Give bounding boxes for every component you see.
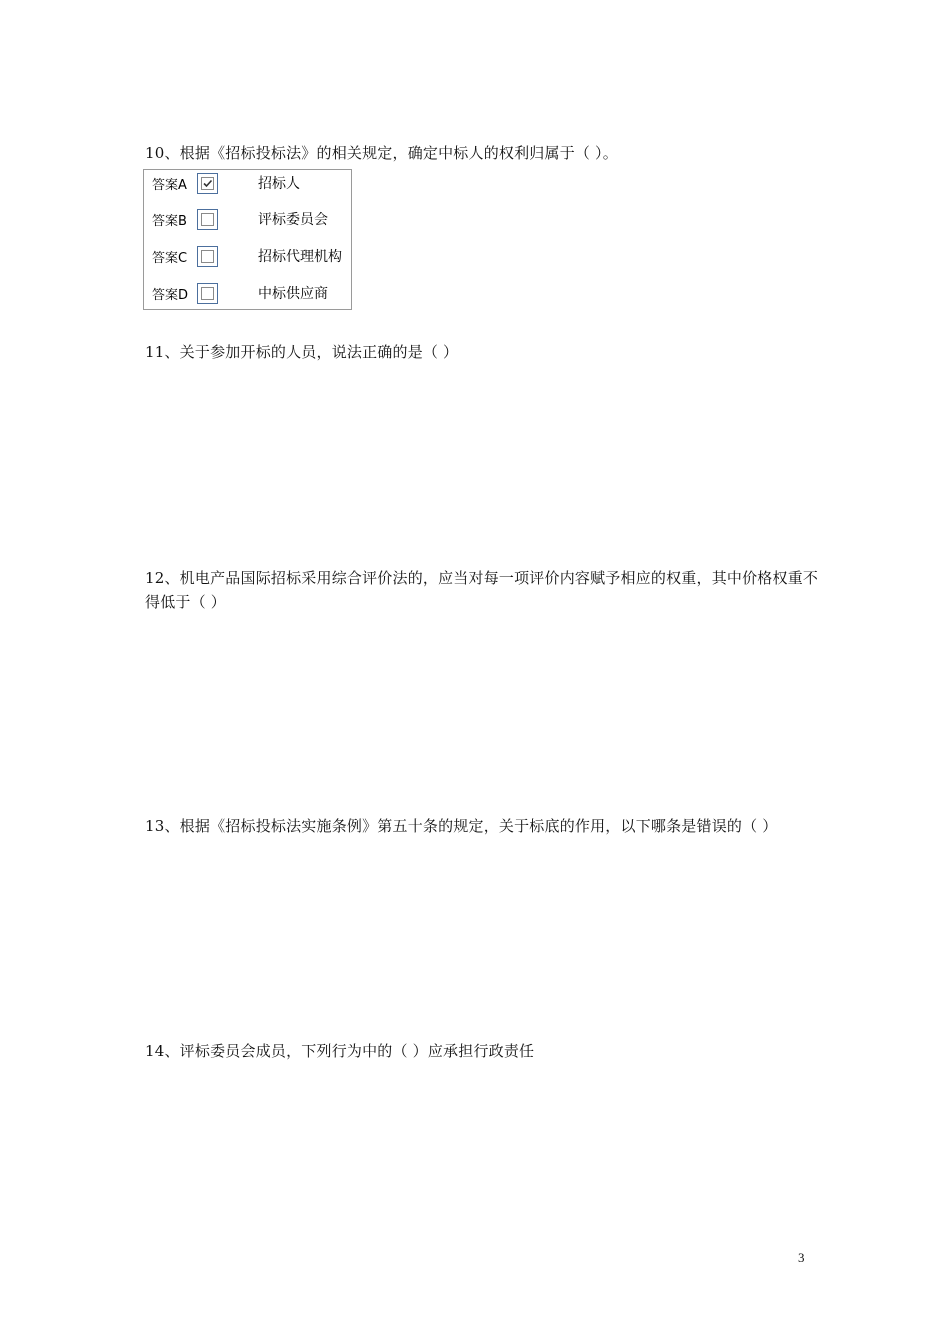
answer-label-a: 答案A bbox=[152, 178, 187, 193]
answer-a-checkbox[interactable] bbox=[197, 173, 218, 194]
answer-row-a bbox=[144, 172, 351, 196]
answer-label-b: 答案B bbox=[152, 214, 187, 229]
question-11: 11、关于参加开标的人员，说法正确的是（ ） bbox=[145, 343, 459, 361]
answer-label-c: 答案C bbox=[152, 251, 188, 266]
answer-options-panel bbox=[143, 169, 352, 310]
answer-option-d: 中标供应商 bbox=[258, 286, 328, 302]
answer-label-d: 答案D bbox=[152, 288, 189, 303]
answer-row-d bbox=[144, 282, 351, 306]
answer-option-b: 评标委员会 bbox=[258, 212, 328, 228]
checkbox-inner bbox=[201, 177, 214, 190]
answer-row-c bbox=[144, 245, 351, 269]
checkbox-inner bbox=[201, 250, 214, 263]
checkbox-inner bbox=[201, 287, 214, 300]
answer-c-checkbox[interactable] bbox=[197, 246, 218, 267]
checkmark-icon bbox=[202, 178, 213, 189]
answer-b-checkbox[interactable] bbox=[197, 209, 218, 230]
question-10: 10、根据《招标投标法》的相关规定，确定中标人的权利归属于（ ）。 bbox=[145, 144, 618, 162]
question-12: 12、机电产品国际招标采用综合评价法的，应当对每一项评价内容赋予相应的权重，其中价格权重不得低于（ ） bbox=[145, 569, 819, 611]
answer-option-a: 招标人 bbox=[258, 176, 300, 192]
checkbox-inner bbox=[201, 213, 214, 226]
question-14: 14、评标委员会成员，下列行为中的（ ）应承担行政责任 bbox=[145, 1042, 535, 1060]
answer-row-b bbox=[144, 208, 351, 232]
question-13: 13、根据《招标投标法实施条例》第五十条的规定，关于标底的作用，以下哪条是错误的（ ） bbox=[145, 817, 778, 835]
page-number: 3 bbox=[798, 1250, 805, 1265]
answer-d-checkbox[interactable] bbox=[197, 283, 218, 304]
answer-option-c: 招标代理机构 bbox=[258, 249, 342, 265]
